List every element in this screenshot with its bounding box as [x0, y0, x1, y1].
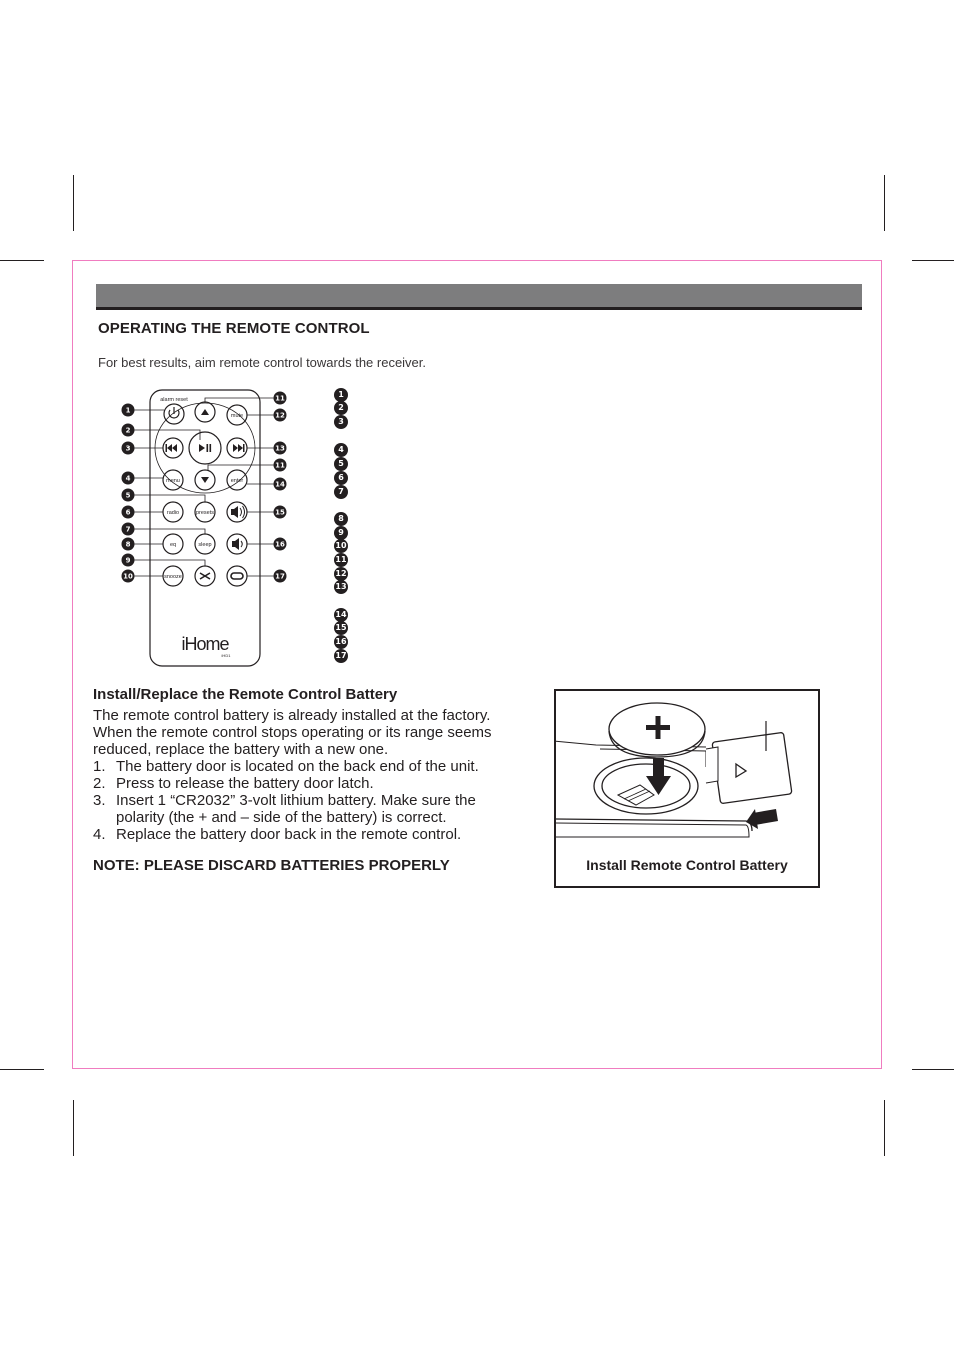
legend-number: 5	[334, 457, 348, 471]
step-text: Insert 1 “CR2032” 3-volt lithium battery. Make sure the polarity (the + and – side of the battery) is correct.	[116, 792, 476, 826]
repeat-button	[227, 566, 247, 586]
legend-number: 11	[334, 553, 348, 567]
step-number: 4.	[93, 826, 106, 843]
presets-label: presets	[195, 510, 215, 516]
eq-label: eq	[169, 542, 177, 548]
battery-compartment	[594, 758, 698, 814]
install-step	[93, 758, 523, 775]
mute-label: mute	[230, 413, 244, 419]
up-arrow-icon	[201, 409, 209, 415]
repeat-icon	[231, 573, 243, 579]
install-instructions	[93, 686, 523, 843]
legend-number: 1	[334, 388, 348, 402]
step-text: Replace the battery door back in the remote control.	[116, 826, 462, 843]
crop-mark	[912, 1069, 954, 1070]
crop-mark	[73, 1100, 74, 1156]
callout-number: 8	[125, 540, 131, 549]
intro-text: For best results, aim remote control towards the receiver.	[98, 355, 427, 370]
battery-caption: Install Remote Control Battery	[586, 857, 788, 873]
crop-mark	[0, 260, 44, 261]
ihome-logo: iHome	[181, 634, 229, 654]
legend-number: 6	[334, 471, 348, 485]
volume-up-icon	[231, 506, 238, 518]
alarm-reset-label: alarm reset	[160, 397, 188, 403]
legend-number: 13	[334, 580, 348, 594]
callout-number: 10	[123, 572, 133, 581]
menu-label: menu	[166, 478, 180, 484]
crop-mark	[884, 175, 885, 231]
model-label: iHD1	[221, 653, 231, 658]
crop-mark	[0, 1069, 44, 1070]
crop-mark	[73, 175, 74, 231]
button-legend	[334, 388, 364, 664]
legend-number: 16	[334, 635, 348, 649]
callout-number: 15	[275, 508, 285, 517]
callout-number: 2	[125, 426, 131, 435]
callout-number: 13	[275, 444, 285, 453]
battery-figure	[554, 689, 820, 888]
install-step	[93, 826, 523, 843]
callout-number: 11	[275, 461, 285, 470]
crop-mark	[884, 1100, 885, 1156]
header-bar	[96, 284, 862, 310]
callout-number: 5	[125, 491, 131, 500]
callout-number: 4	[125, 474, 131, 483]
legend-number: 14	[334, 608, 348, 622]
callout-number: 3	[125, 444, 131, 453]
volume-down-icon	[232, 538, 239, 550]
legend-number: 9	[334, 526, 348, 540]
remote-control-figure	[118, 388, 300, 670]
install-step	[93, 775, 523, 792]
step-number: 2.	[93, 775, 106, 792]
callout-number: 1	[125, 406, 131, 415]
snooze-label: snooze	[164, 574, 182, 580]
crop-mark	[912, 260, 954, 261]
shuffle-icon	[200, 573, 210, 579]
sleep-label: sleep	[198, 542, 212, 548]
callout-number: 17	[275, 572, 285, 581]
section-title: OPERATING THE REMOTE CONTROL	[98, 320, 370, 337]
callout-number: 14	[275, 480, 285, 489]
battery-door	[712, 732, 792, 803]
install-step	[93, 792, 523, 826]
legend-number: 8	[334, 512, 348, 526]
install-steps	[93, 758, 523, 843]
callout-number: 12	[275, 411, 285, 420]
next-track-icon	[238, 444, 243, 452]
legend-number: 4	[334, 443, 348, 457]
step-text: Press to release the battery door latch.	[116, 775, 374, 792]
previous-track-icon	[167, 444, 172, 452]
remote-body	[150, 390, 260, 666]
callout-number: 16	[275, 540, 285, 549]
legend-number: 12	[334, 567, 348, 581]
callout-number: 9	[125, 556, 131, 565]
battery-note: NOTE: PLEASE DISCARD BATTERIES PROPERLY	[93, 857, 450, 874]
down-arrow-icon	[201, 477, 209, 483]
play-pause-icon	[199, 444, 205, 452]
step-number: 3.	[93, 792, 106, 809]
step-number: 1.	[93, 758, 106, 775]
legend-number: 7	[334, 485, 348, 499]
legend-number: 2	[334, 401, 348, 415]
callout-number: 11	[275, 394, 285, 403]
enter-label: enter	[230, 478, 244, 484]
callout-number: 6	[125, 508, 131, 517]
callout-number: 7	[125, 525, 131, 534]
legend-number: 10	[334, 539, 348, 553]
install-paragraph: The remote control battery is already installed at the factory. When the remote control stops operating or its range seems reduced, replace the battery with a new one.	[93, 707, 492, 758]
legend-number: 3	[334, 415, 348, 429]
radio-label: radio	[166, 510, 180, 516]
legend-number: 17	[334, 649, 348, 663]
step-text: The battery door is located on the back end of the unit.	[116, 758, 479, 775]
legend-number: 15	[334, 621, 348, 635]
install-title: Install/Replace the Remote Control Battery	[93, 686, 398, 703]
